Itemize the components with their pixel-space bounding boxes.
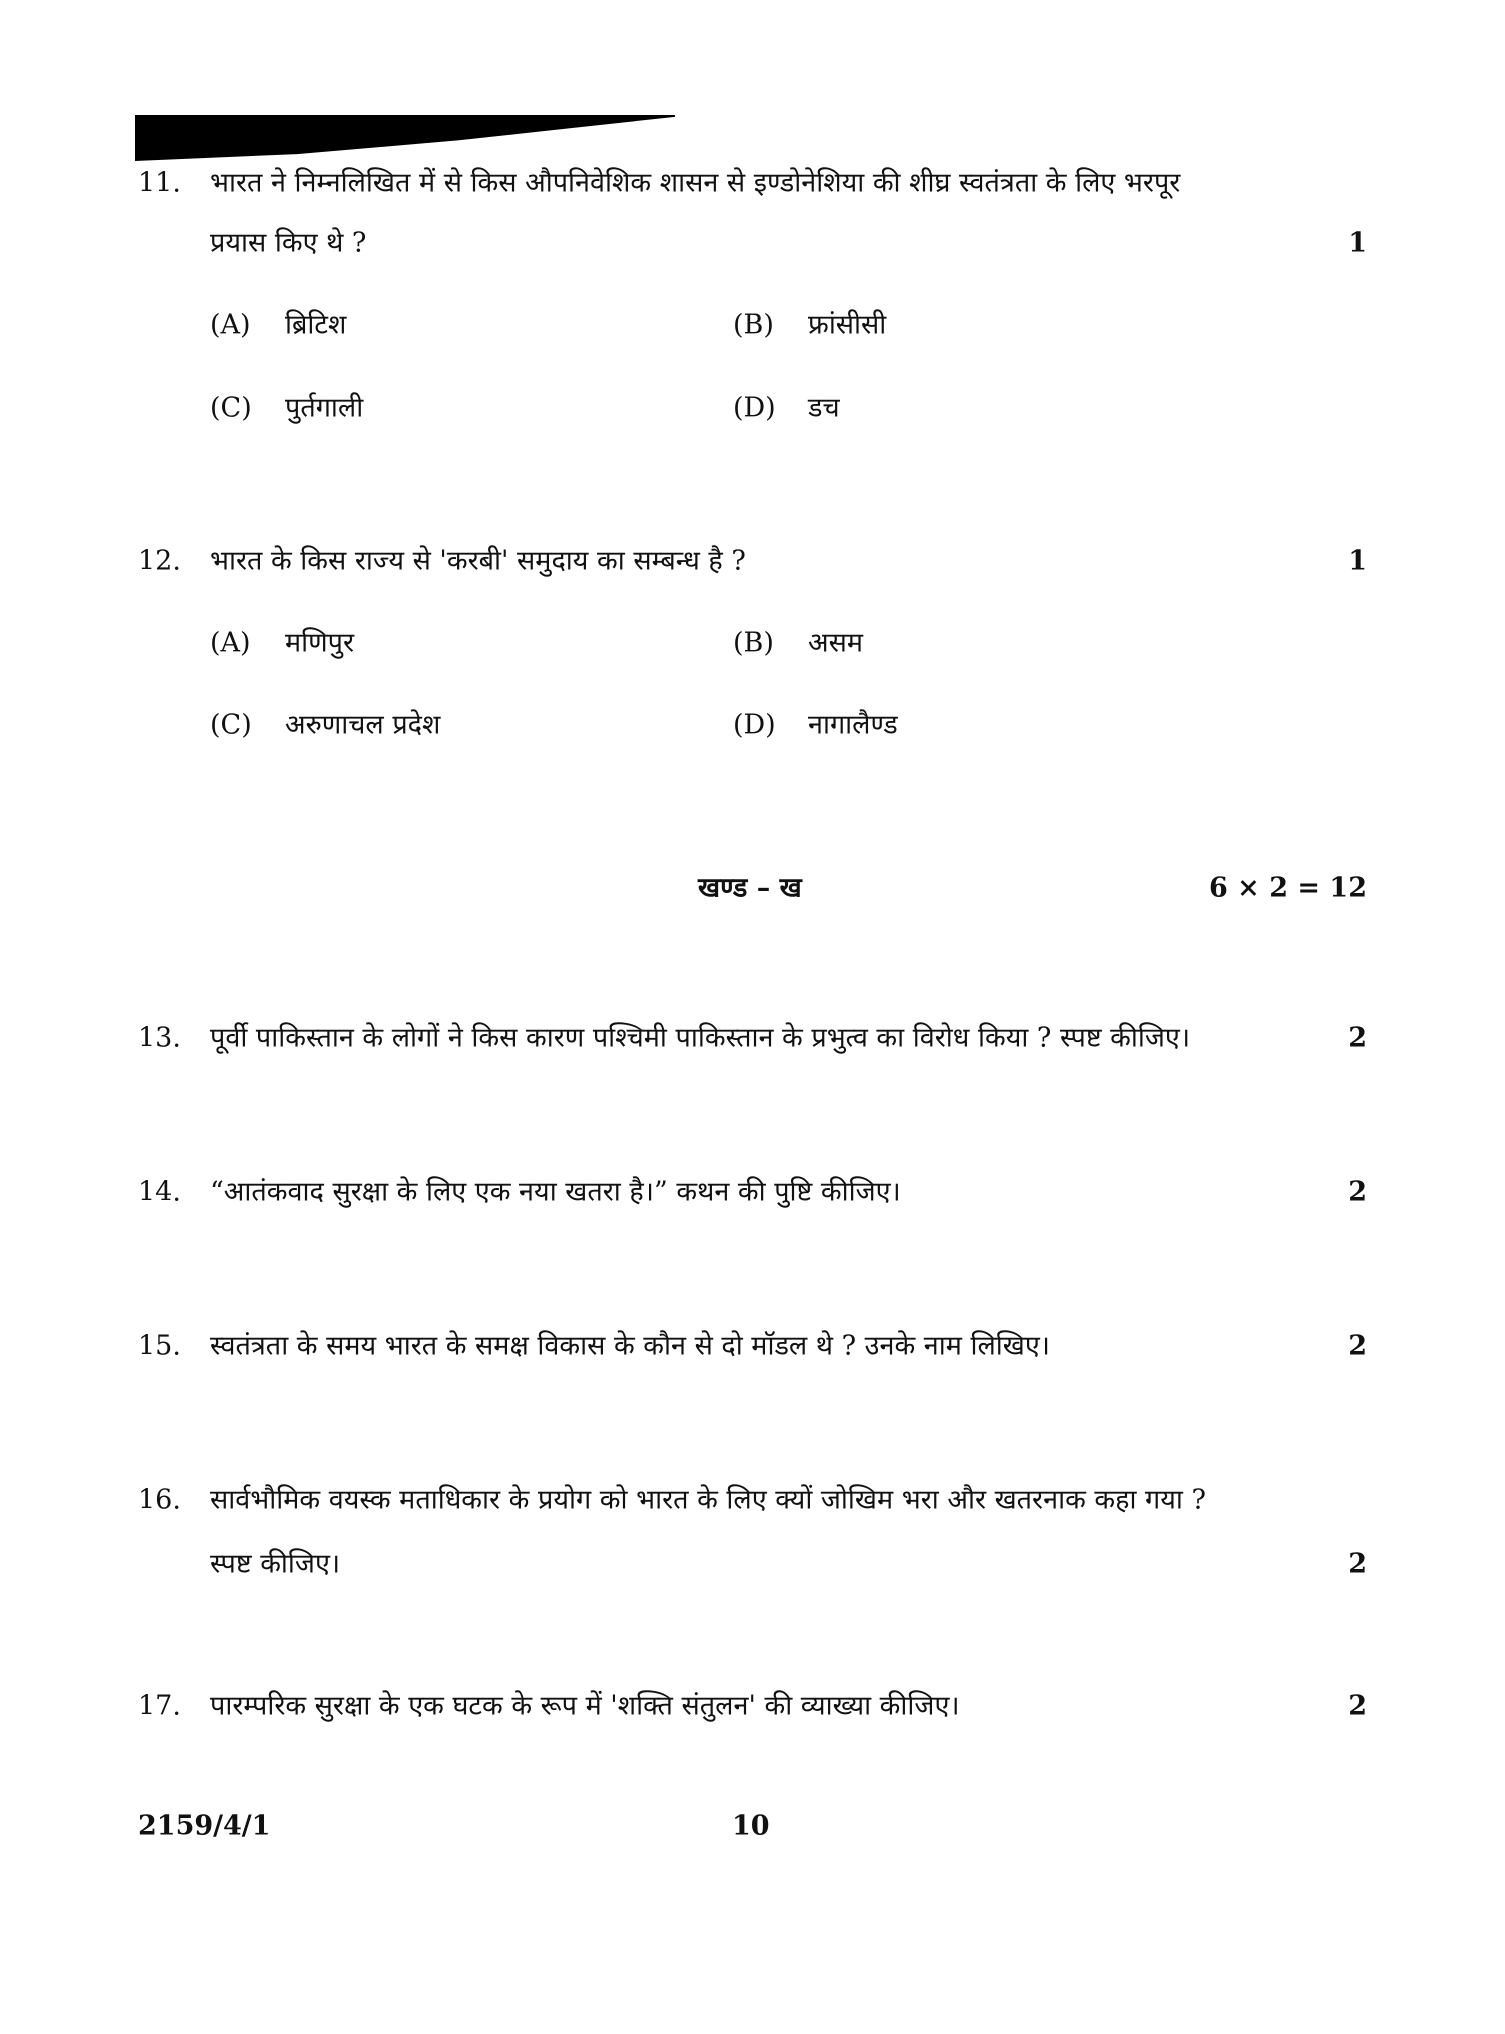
question-text: भारत ने निम्नलिखित में से किस औपनिवेशिक शासन से इण्डोनेशिया की शीघ्र स्वतंत्रता के लिए भरपूर (210, 167, 1181, 199)
question-number: 17. (138, 1690, 181, 1722)
option-label: (A) (210, 309, 251, 341)
question-marks: 1 (1348, 227, 1367, 259)
option-text: असम (808, 627, 864, 659)
option-text: मणिपुर (285, 627, 355, 659)
option-label: (B) (733, 309, 774, 341)
question-marks: 2 (1348, 1176, 1367, 1208)
question-number: 13. (138, 1022, 181, 1054)
option-label: (C) (210, 709, 252, 741)
paper-code: 2159/4/1 (138, 1810, 271, 1842)
option-label: (A) (210, 627, 251, 659)
question-marks: 2 (1348, 1690, 1367, 1722)
option-text: फ्रांसीसी (808, 309, 887, 341)
section-title: खण्ड – ख (698, 872, 802, 904)
question-number: 12. (138, 545, 181, 577)
question-text: प्रयास किए थे ? (210, 227, 367, 259)
question-text: पारम्परिक सुरक्षा के एक घटक के रूप में 'शक्ति संतुलन' की व्याख्या कीजिए। (210, 1690, 960, 1722)
option-label: (D) (733, 392, 776, 424)
option-text: नागालैण्ड (808, 709, 898, 741)
question-marks: 2 (1348, 1548, 1367, 1580)
page-number: 10 (732, 1810, 770, 1842)
question-number: 15. (138, 1330, 181, 1362)
option-text: अरुणाचल प्रदेश (285, 709, 441, 741)
question-text: पूर्वी पाकिस्तान के लोगों ने किस कारण पश्चिमी पाकिस्तान के प्रभुत्व का विरोध किया ? स्पष्ट कीजिए। (210, 1022, 1191, 1054)
option-label: (B) (733, 627, 774, 659)
question-marks: 1 (1348, 545, 1367, 577)
option-text: ब्रिटिश (285, 309, 347, 341)
option-text: पुर्तगाली (285, 392, 364, 424)
question-number: 11. (138, 167, 181, 199)
option-label: (D) (733, 709, 776, 741)
question-text: स्वतंत्रता के समय भारत के समक्ष विकास के कौन से दो मॉडल थे ? उनके नाम लिखिए। (210, 1330, 1051, 1362)
question-marks: 2 (1348, 1022, 1367, 1054)
question-number: 16. (138, 1484, 181, 1516)
question-marks: 2 (1348, 1330, 1367, 1362)
question-text: सार्वभौमिक वयस्क मताधिकार के प्रयोग को भारत के लिए क्यों जोखिम भरा और खतरनाक कहा गया ? (210, 1484, 1206, 1516)
question-text: स्पष्ट कीजिए। (210, 1548, 341, 1580)
option-text: डच (808, 392, 840, 424)
question-text: भारत के किस राज्य से 'करबी' समुदाय का सम्बन्ध है ? (210, 545, 746, 577)
option-label: (C) (210, 392, 252, 424)
question-number: 14. (138, 1176, 181, 1208)
question-text: “आतंकवाद सुरक्षा के लिए एक नया खतरा है।” कथन की पुष्टि कीजिए। (210, 1176, 901, 1208)
redaction-bar (135, 115, 675, 161)
section-marks: 6 × 2 = 12 (1209, 872, 1367, 904)
